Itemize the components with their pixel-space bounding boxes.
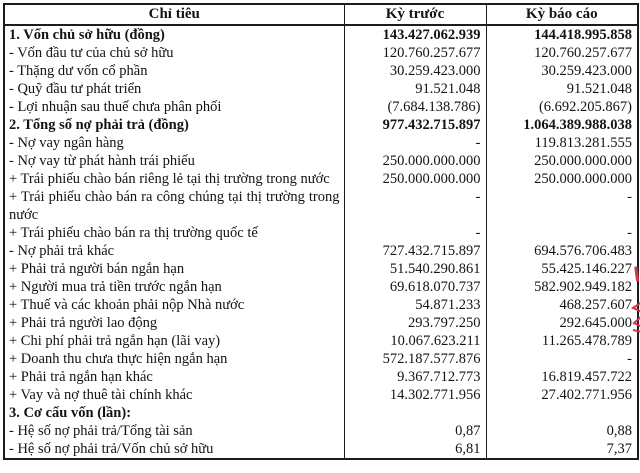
row-value-previous: 6,81 — [344, 440, 486, 459]
table-row — [4, 296, 638, 314]
row-value-reporting: 144.418.995.858 — [486, 25, 638, 44]
row-value-reporting: 250.000.000.000 — [486, 152, 638, 170]
row-value-previous: 572.187.577.876 — [344, 350, 486, 368]
row-value-previous: 91.521.048 — [344, 80, 486, 98]
table-row — [4, 188, 638, 224]
table-row — [4, 350, 638, 368]
row-value-reporting: 27.402.771.956 — [486, 386, 638, 404]
row-value-previous: (7.684.138.786) — [344, 98, 486, 116]
table-row — [4, 368, 638, 386]
financial-table — [3, 3, 639, 460]
row-label: + Người mua trả tiền trước ngắn hạn — [4, 278, 344, 296]
row-value-reporting: 1.064.389.988.038 — [486, 116, 638, 134]
row-label: - Nợ phải trả khác — [4, 242, 344, 260]
row-label: + Doanh thu chưa thực hiện ngắn hạn — [4, 350, 344, 368]
row-value-reporting: 16.819.457.722 — [486, 368, 638, 386]
row-value-previous: 250.000.000.000 — [344, 152, 486, 170]
row-label: + Chi phí phải trả ngắn hạn (lãi vay) — [4, 332, 344, 350]
row-value-reporting: 91.521.048 — [486, 80, 638, 98]
row-value-previous: 69.618.070.737 — [344, 278, 486, 296]
table-row — [4, 134, 638, 152]
table-row — [4, 260, 638, 278]
row-value-reporting: - — [486, 350, 638, 368]
table-row — [4, 62, 638, 80]
row-value-previous: 120.760.257.677 — [344, 44, 486, 62]
table-row — [4, 98, 638, 116]
row-value-reporting: 250.000.000.000 — [486, 170, 638, 188]
row-value-reporting: 7,37 — [486, 440, 638, 459]
row-value-previous: 30.259.423.000 — [344, 62, 486, 80]
row-label: - Quỹ đầu tư phát triển — [4, 80, 344, 98]
row-label: - Vốn đầu tư của chủ sở hữu — [4, 44, 344, 62]
row-value-previous: - — [344, 134, 486, 152]
row-label: + Thuế và các khoản phải nộp Nhà nước — [4, 296, 344, 314]
row-value-reporting: (6.692.205.867) — [486, 98, 638, 116]
row-value-reporting: 55.425.146.227 — [486, 260, 638, 278]
row-value-reporting: 11.265.478.789 — [486, 332, 638, 350]
column-header-indicator: Chỉ tiêu — [4, 4, 344, 25]
table-row — [4, 44, 638, 62]
row-label: - Nợ vay từ phát hành trái phiếu — [4, 152, 344, 170]
row-value-previous: 9.367.712.773 — [344, 368, 486, 386]
row-value-reporting: 292.645.000 — [486, 314, 638, 332]
row-value-reporting: 120.760.257.677 — [486, 44, 638, 62]
table-header-row — [4, 4, 638, 25]
row-value-reporting: 0,88 — [486, 422, 638, 440]
row-label: + Trái phiếu chào bán riêng lẻ tại thị trường trong nước — [4, 170, 344, 188]
table-row — [4, 332, 638, 350]
row-label: + Vay và nợ thuê tài chính khác — [4, 386, 344, 404]
row-label: - Thặng dư vốn cổ phần — [4, 62, 344, 80]
table-row — [4, 25, 638, 44]
row-label: + Trái phiếu chào bán ra thị trường quốc tế — [4, 224, 344, 242]
row-value-reporting: 694.576.706.483 — [486, 242, 638, 260]
row-value-previous: - — [344, 224, 486, 242]
row-value-reporting — [486, 404, 638, 422]
row-value-reporting: 582.902.949.182 — [486, 278, 638, 296]
row-value-previous: 10.067.623.211 — [344, 332, 486, 350]
table-row — [4, 80, 638, 98]
row-value-previous: 977.432.715.897 — [344, 116, 486, 134]
row-value-previous: - — [344, 188, 486, 224]
table-row — [4, 170, 638, 188]
row-label: - Nợ vay ngân hàng — [4, 134, 344, 152]
table-body — [4, 25, 638, 459]
row-value-previous: 54.871.233 — [344, 296, 486, 314]
row-value-previous: 250.000.000.000 — [344, 170, 486, 188]
row-label: 1. Vốn chủ sở hữu (đồng) — [4, 25, 344, 44]
row-value-reporting: 30.259.423.000 — [486, 62, 638, 80]
table-row — [4, 224, 638, 242]
row-value-reporting: 468.257.607 — [486, 296, 638, 314]
row-label: - Hệ số nợ phải trả/Tổng tài sản — [4, 422, 344, 440]
row-value-reporting: - — [486, 188, 638, 224]
table-row — [4, 278, 638, 296]
row-label: + Trái phiếu chào bán ra công chúng tại thị trường trong nước — [4, 188, 344, 224]
row-value-previous: 293.797.250 — [344, 314, 486, 332]
row-label: - Hệ số nợ phải trả/Vốn chủ sở hữu — [4, 440, 344, 459]
table-row — [4, 242, 638, 260]
column-header-reporting-period: Kỳ báo cáo — [486, 4, 638, 25]
row-label: 3. Cơ cấu vốn (lần): — [4, 404, 344, 422]
row-label: + Phải trả người lao động — [4, 314, 344, 332]
row-value-reporting: 119.813.281.555 — [486, 134, 638, 152]
table-row — [4, 386, 638, 404]
row-value-previous: 143.427.062.939 — [344, 25, 486, 44]
row-value-previous: 14.302.771.956 — [344, 386, 486, 404]
table-row — [4, 440, 638, 459]
table-row — [4, 314, 638, 332]
row-label: + Phải trả ngắn hạn khác — [4, 368, 344, 386]
row-label: + Phải trả người bán ngắn hạn — [4, 260, 344, 278]
row-value-previous: 0,87 — [344, 422, 486, 440]
row-label: 2. Tổng số nợ phải trả (đồng) — [4, 116, 344, 134]
table-row — [4, 422, 638, 440]
table-row — [4, 116, 638, 134]
row-label: - Lợi nhuận sau thuế chưa phân phối — [4, 98, 344, 116]
row-value-previous — [344, 404, 486, 422]
table-row — [4, 404, 638, 422]
table-row — [4, 152, 638, 170]
row-value-previous: 727.432.715.897 — [344, 242, 486, 260]
row-value-previous: 51.540.290.861 — [344, 260, 486, 278]
column-header-previous-period: Kỳ trước — [344, 4, 486, 25]
row-value-reporting: - — [486, 224, 638, 242]
